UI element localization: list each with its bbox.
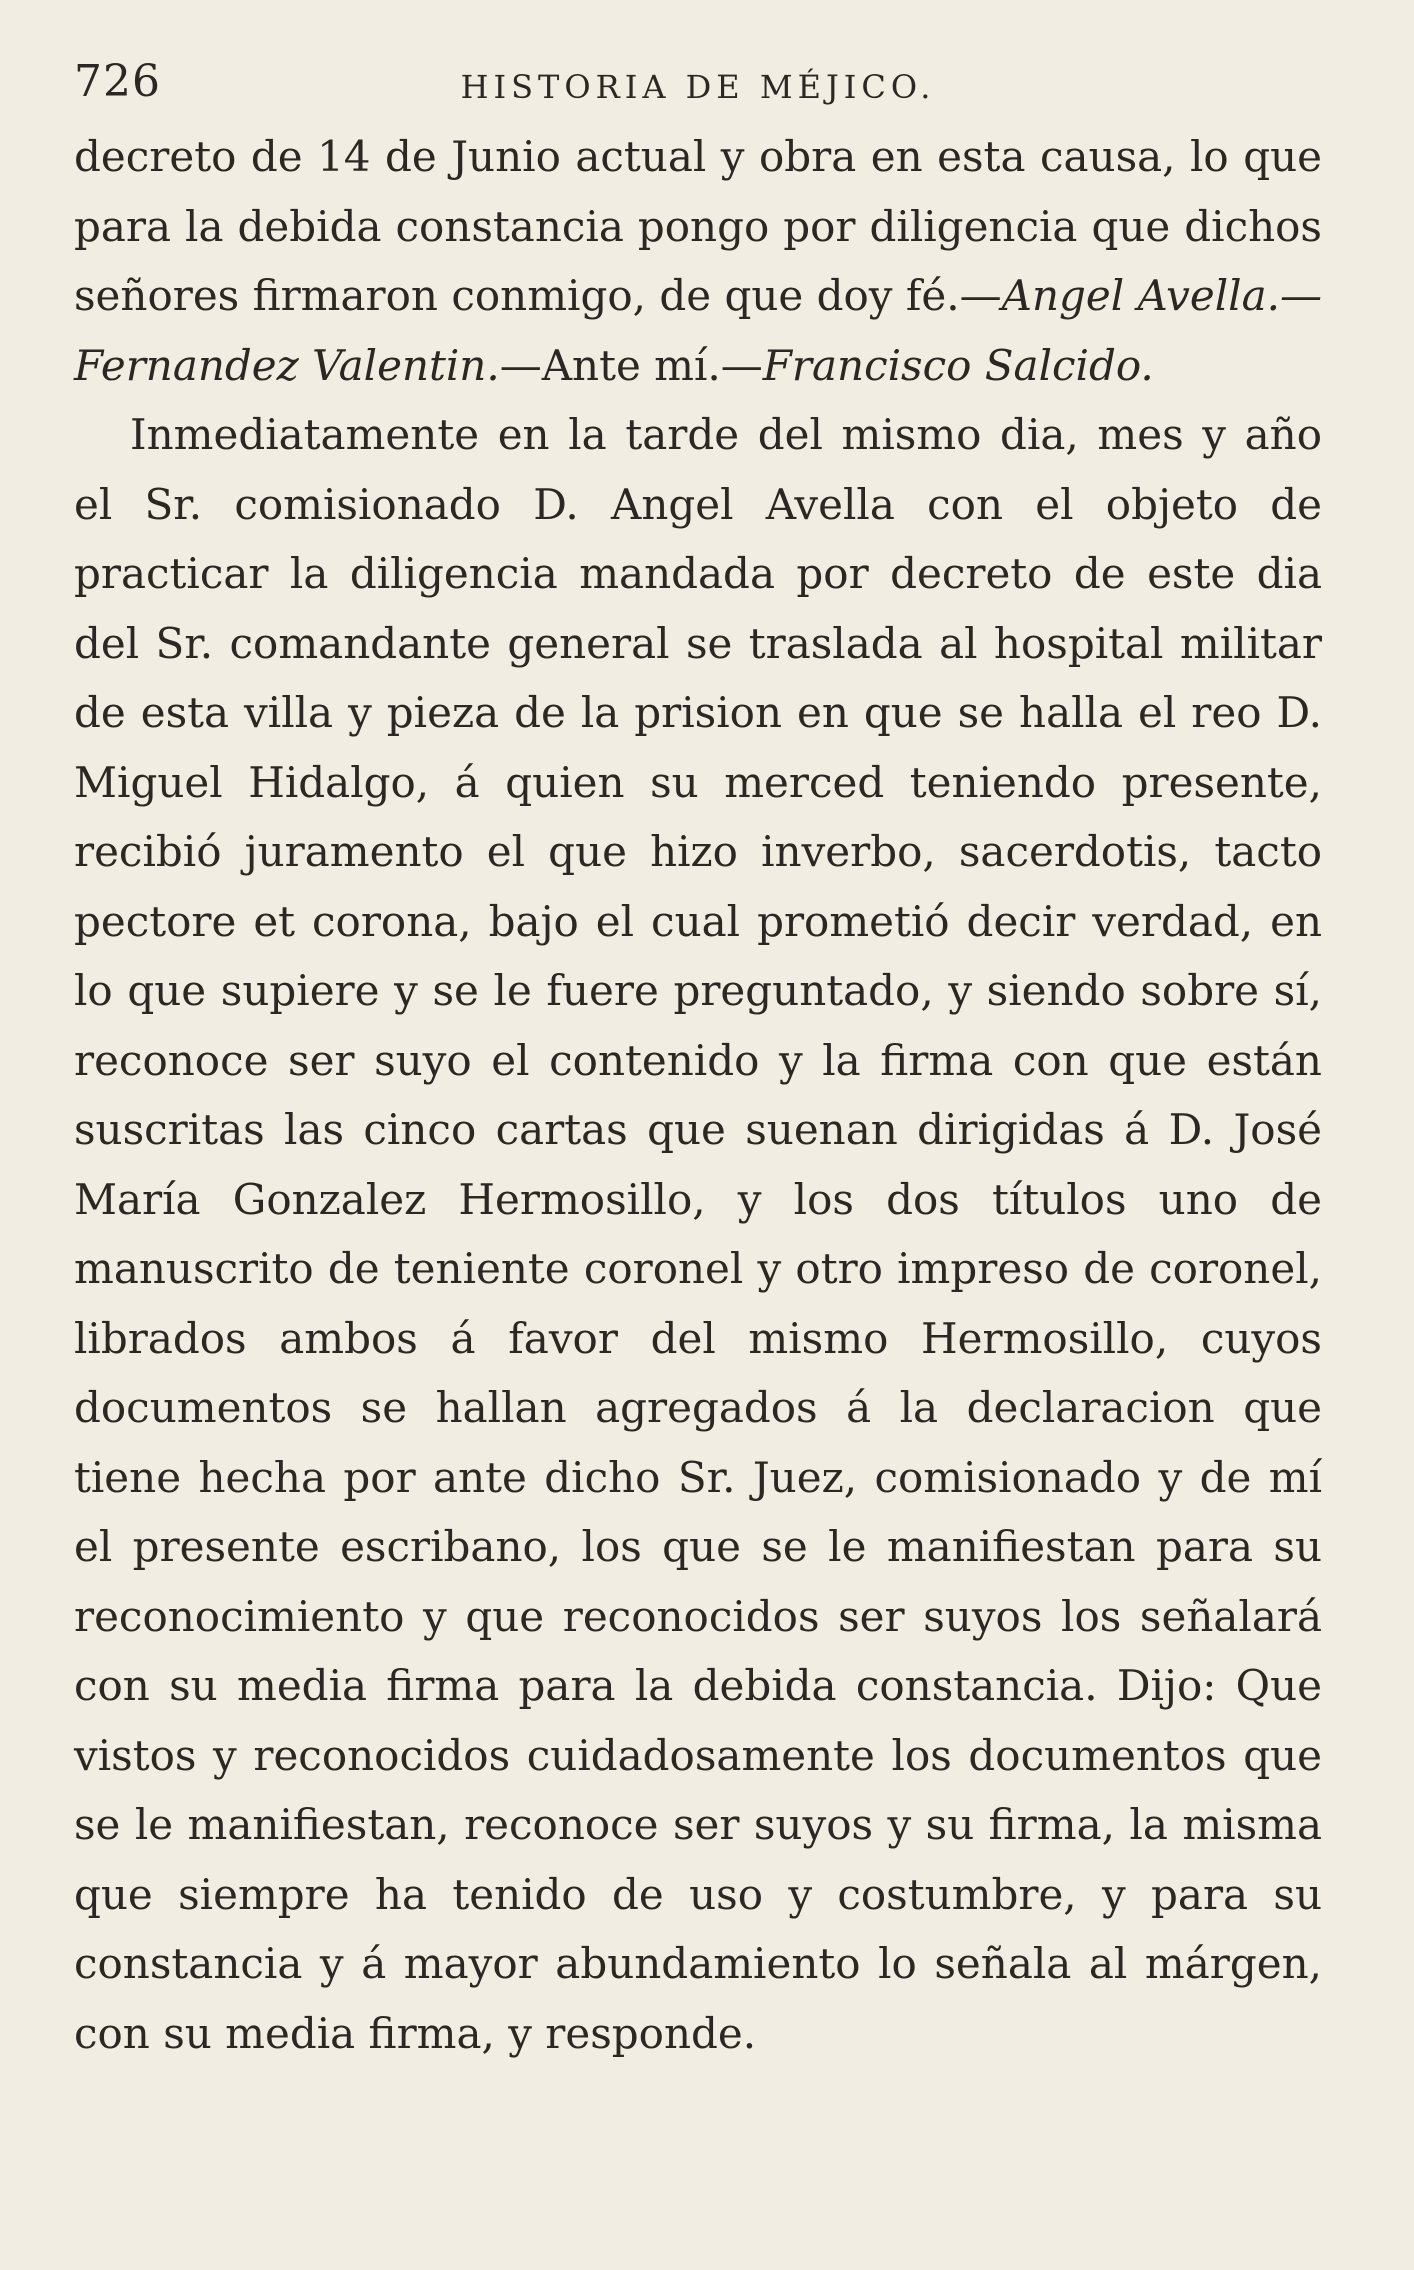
page-number: 726 bbox=[74, 56, 161, 107]
running-title: HISTORIA DE MÉJICO. bbox=[460, 68, 936, 106]
ante-mi-text: —Ante mí.— bbox=[499, 340, 763, 390]
signature-salcido: Francisco Salcido. bbox=[762, 340, 1154, 390]
paragraph-continued bbox=[74, 122, 1322, 400]
signature-avella-valentin: Angel Avella.—Fernandez Valentin. bbox=[74, 271, 1322, 390]
body-text bbox=[74, 122, 1322, 2068]
paragraph-1-text: decreto de 14 de Junio actual y obra en esta causa, lo que para la debida constancia pongo por diligencia que dichos señores firmaron conmigo, de que doy fé.— bbox=[74, 132, 1322, 320]
page-header bbox=[74, 52, 1322, 122]
paragraph-diligencia: Inmediatamente en la tarde del mismo dia, mes y año el Sr. comisionado D. Angel Avella con el objeto de practicar la diligencia mandada por decreto de este dia del Sr. comandante general se traslada al hospital militar de esta villa y pieza de la prision en que se halla el reo D. Miguel Hidalgo, á quien su merced teniendo presente, recibió juramento el que hizo inverbo, sacerdotis, tacto pectore et corona, bajo el cual prometió decir verdad, en lo que supiere y se le fuere preguntado, y siendo sobre sí, reconoce ser suyo el contenido y la firma con que están suscritas las cinco cartas que suenan dirigidas á D. José María Gonzalez Hermosillo, y los dos títulos uno de manuscrito de teniente coronel y otro impreso de coronel, librados ambos á favor del mismo Hermosillo, cuyos documentos se hallan agregados á la declaracion que tiene hecha por ante dicho Sr. Juez, comisionado y de mí el presente escribano, los que se le manifiestan para su reconocimiento y que reconocidos ser suyos los señalará con su media firma para la debida constancia. Dijo: Que vistos y reconocidos cuidadosamente los documentos que se le manifiestan, reconoce ser suyos y su firma, la misma que siempre ha tenido de uso y costumbre, y para su constancia y á mayor abundamiento lo señala al márgen, con su media firma, y responde. bbox=[74, 410, 1322, 2058]
